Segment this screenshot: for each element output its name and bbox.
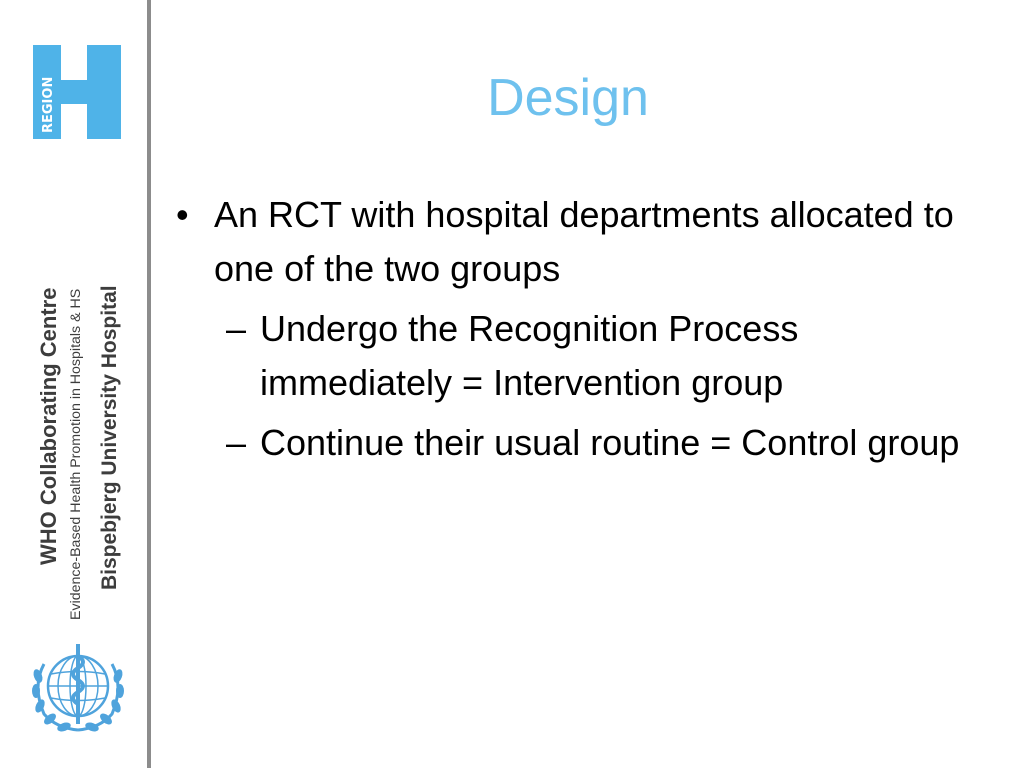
sub-bullet-marker: –: [226, 308, 247, 349]
bullet-marker: •: [176, 194, 189, 235]
who-centre-subtitle: Evidence-Based Health Promotion in Hospitals & HS: [68, 288, 84, 620]
sub-bullet-text: Continue their usual routine = Control group: [260, 422, 960, 463]
sub-bullet-text: Undergo the Recognition Process immediately = Intervention group: [260, 308, 799, 403]
bullet-list: [170, 188, 970, 470]
bullet-text: An RCT with hospital departments allocated to one of the two groups: [214, 194, 954, 289]
region-h-logo: [33, 45, 121, 139]
sidebar: [0, 0, 150, 768]
who-centre-name: WHO Collaborating Centre: [36, 287, 61, 565]
sub-bullet-marker: –: [226, 422, 247, 463]
region-logo-text: REGION: [41, 76, 56, 133]
sub-bullet-item: [214, 416, 970, 470]
hospital-name: Bispebjerg University Hospital: [98, 285, 121, 590]
slide-title: Design: [487, 69, 649, 127]
bullet-item: [170, 188, 970, 296]
who-centre-text: [30, 150, 130, 620]
sidebar-divider: [147, 0, 151, 768]
who-emblem-icon: [26, 636, 130, 736]
sub-bullet-item: [214, 302, 970, 410]
